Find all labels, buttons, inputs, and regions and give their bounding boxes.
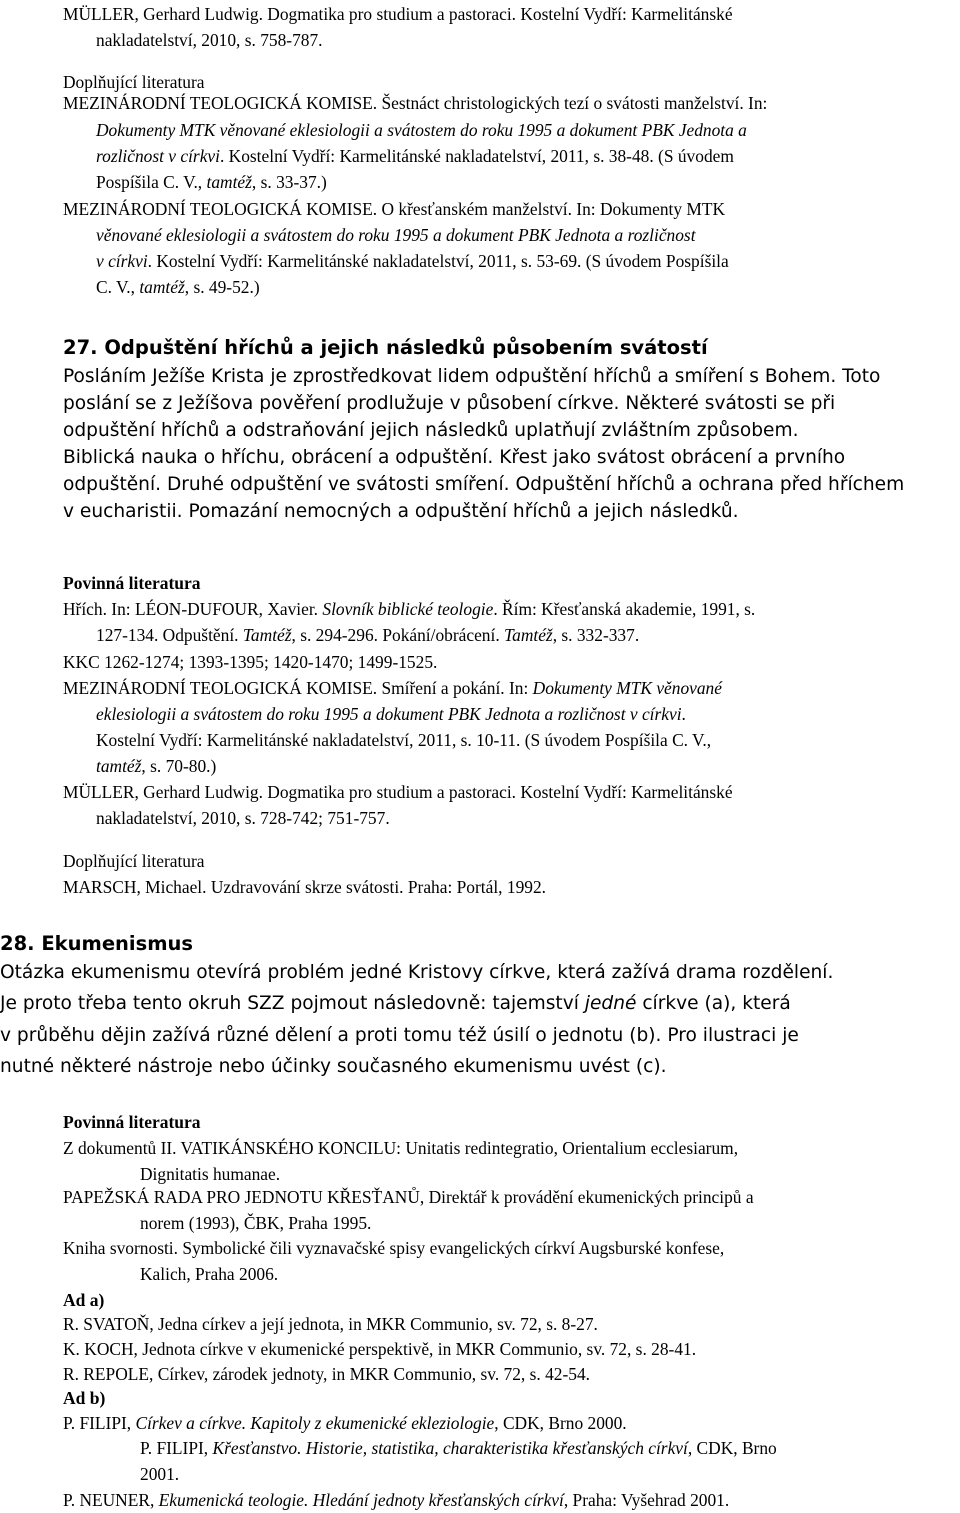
bib-entry-marsch: MARSCH, Michael. Uzdravování skrze svátosti. Praha: Portál, 1992. xyxy=(63,877,546,897)
section-28-povinna-heading: Povinná literatura xyxy=(63,1112,201,1132)
bib-entry-leon-dufour-line1: Hřích. In: LÉON-DUFOUR, Xavier. Slovník biblické teologie. Řím: Křesťanská akademie, 1991, s. xyxy=(63,599,756,619)
bib-entry-kkc: KKC 1262-1274; 1393-1395; 1420-1470; 1499-1525. xyxy=(63,652,438,672)
bib-entry-filipi-1: P. FILIPI, Církev a církve. Kapitoly z ekumenické ekleziologie, CDK, Brno 2000. xyxy=(63,1413,627,1433)
bib-entry-mtk-smireni-line1: MEZINÁRODNÍ TEOLOGICKÁ KOMISE. Smíření a pokání. In: Dokumenty MTK věnované xyxy=(63,678,722,698)
bib-entry-mtk-1-line2: Dokumenty MTK věnované eklesiologii a svátostem do roku 1995 a dokument PBK Jednota a xyxy=(96,120,747,140)
bib-entry-mtk-1-line4: Pospíšila C. V., tamtéž, s. 33-37.) xyxy=(96,172,327,192)
bib-entry-vatikan-line2: Dignitatis humanae. xyxy=(140,1164,281,1184)
section-heading-doplnujici: Doplňující literatura xyxy=(63,72,205,92)
bib-entry-filipi-2-line1: P. FILIPI, Křesťanstvo. Historie, statistika, charakteristika křesťanských církví, CDK, Brno xyxy=(140,1438,777,1458)
bib-entry-papezska-rada-line2: norem (1993), ČBK, Praha 1995. xyxy=(140,1213,372,1233)
section-27-paragraph-line5: odpuštění. Druhé odpuštění ve svátosti smíření. Odpuštění hříchů a ochrana před hříchem xyxy=(63,474,905,495)
bib-entry-leon-dufour-line2: 127-134. Odpuštění. Tamtéž, s. 294-296. Pokání/obrácení. Tamtéž, s. 332-337. xyxy=(96,625,640,645)
bib-entry-muller-2-line1: MÜLLER, Gerhard Ludwig. Dogmatika pro studium a pastoraci. Kostelní Vydří: Karmelitánské xyxy=(63,782,733,802)
bib-entry-mtk-1-line1: MEZINÁRODNÍ TEOLOGICKÁ KOMISE. Šestnáct christologických tezí o svátosti manželství. In: xyxy=(63,93,768,113)
section-28-paragraph-line1: Otázka ekumenismu otevírá problém jedné Kristovy církve, která zažívá drama rozdělení. xyxy=(0,962,834,983)
bib-entry-mtk-2-line2: věnované eklesiologii a svátostem do roku 1995 a dokument PBK Jednota a rozličnost xyxy=(96,225,696,245)
section-27-doplnujici-heading: Doplňující literatura xyxy=(63,851,205,871)
bib-entry-muller-line2: nakladatelství, 2010, s. 758-787. xyxy=(96,30,323,50)
section-28-title: 28. Ekumenismus xyxy=(0,932,194,955)
section-27-paragraph-line2: poslání se z Ježíšova pověření prodlužuje v působení církve. Některé svátosti se při xyxy=(63,393,836,414)
section-27-paragraph-line1: Posláním Ježíše Krista je zprostředkovat lidem odpuštění hříchů a smíření s Bohem. Toto xyxy=(63,366,881,387)
bib-entry-filipi-2-line2: 2001. xyxy=(140,1464,180,1484)
bib-entry-mtk-smireni-line3: Kostelní Vydří: Karmelitánské nakladatelství, 2011, s. 10-11. (S úvodem Pospíšila C. V., xyxy=(96,730,712,750)
ad-b-heading: Ad b) xyxy=(63,1388,106,1408)
bib-entry-svaton: R. SVATOŇ, Jedna církev a její jednota, in MKR Communio, sv. 72, s. 8-27. xyxy=(63,1314,598,1334)
bib-entry-mtk-2-line4: C. V., tamtéž, s. 49-52.) xyxy=(96,277,260,297)
bib-entry-mtk-2-line3: v církvi. Kostelní Vydří: Karmelitánské nakladatelství, 2011, s. 53-69. (S úvodem Pospíšila xyxy=(96,251,729,271)
section-27-povinna-heading: Povinná literatura xyxy=(63,573,201,593)
bib-entry-vatikan-line1: Z dokumentů II. VATIKÁNSKÉHO KONCILU: Unitatis redintegratio, Orientalium ecclesiarum, xyxy=(63,1138,739,1158)
bib-entry-muller-line1: MÜLLER, Gerhard Ludwig. Dogmatika pro studium a pastoraci. Kostelní Vydří: Karmelitánské xyxy=(63,4,733,24)
section-28-paragraph-line3: v průběhu dějin zažívá různé dělení a proti tomu též úsilí o jednotu (b). Pro ilustraci je xyxy=(0,1025,799,1046)
bib-entry-mtk-1-line3: rozličnost v církvi. Kostelní Vydří: Karmelitánské nakladatelství, 2011, s. 38-48. (S úvodem xyxy=(96,146,734,166)
section-27-paragraph-line4: Biblická nauka o hříchu, obrácení a odpuštění. Křest jako svátost obrácení a prvního xyxy=(63,447,846,468)
bib-entry-mtk-smireni-line4: tamtéž, s. 70-80.) xyxy=(96,756,217,776)
section-27-paragraph-line3: odpuštění hříchů a odstraňování jejich následků uplatňují zvláštním způsobem. xyxy=(63,420,799,441)
bib-entry-koch: K. KOCH, Jednota církve v ekumenické perspektivě, in MKR Communio, sv. 72, s. 28-41. xyxy=(63,1339,697,1359)
ad-a-heading: Ad a) xyxy=(63,1290,105,1310)
section-27-title: 27. Odpuštění hříchů a jejich následků působením svátostí xyxy=(63,336,708,359)
bib-entry-repole: R. REPOLE, Církev, zárodek jednoty, in MKR Communio, sv. 72, s. 42-54. xyxy=(63,1364,590,1384)
bib-entry-neuner: P. NEUNER, Ekumenická teologie. Hledání jednoty křesťanských církví, Praha: Vyšehrad 2001. xyxy=(63,1490,730,1510)
bib-entry-mtk-smireni-line2: eklesiologii a svátostem do roku 1995 a dokument PBK Jednota a rozličnost v církvi. xyxy=(96,704,686,724)
bib-entry-mtk-2-line1: MEZINÁRODNÍ TEOLOGICKÁ KOMISE. O křesťanském manželství. In: Dokumenty MTK xyxy=(63,199,726,219)
section-28-paragraph-line4: nutné některé nástroje nebo účinky současného ekumenismu uvést (c). xyxy=(0,1056,667,1077)
section-28-paragraph-line2: Je proto třeba tento okruh SZZ pojmout následovně: tajemství jedné církve (a), která xyxy=(0,993,791,1014)
bib-entry-kniha-svornosti-line1: Kniha svornosti. Symbolické čili vyznavačské spisy evangelických církví Augsburské konfese, xyxy=(63,1238,725,1258)
bib-entry-papezska-rada-line1: PAPEŽSKÁ RADA PRO JEDNOTU KŘESŤANŮ, Direktář k provádění ekumenických principů a xyxy=(63,1187,754,1207)
section-27-paragraph-line6: v eucharistii. Pomazání nemocných a odpuštění hříchů a jejich následků. xyxy=(63,501,739,522)
bib-entry-kniha-svornosti-line2: Kalich, Praha 2006. xyxy=(140,1264,279,1284)
bib-entry-muller-2-line2: nakladatelství, 2010, s. 728-742; 751-757. xyxy=(96,808,390,828)
